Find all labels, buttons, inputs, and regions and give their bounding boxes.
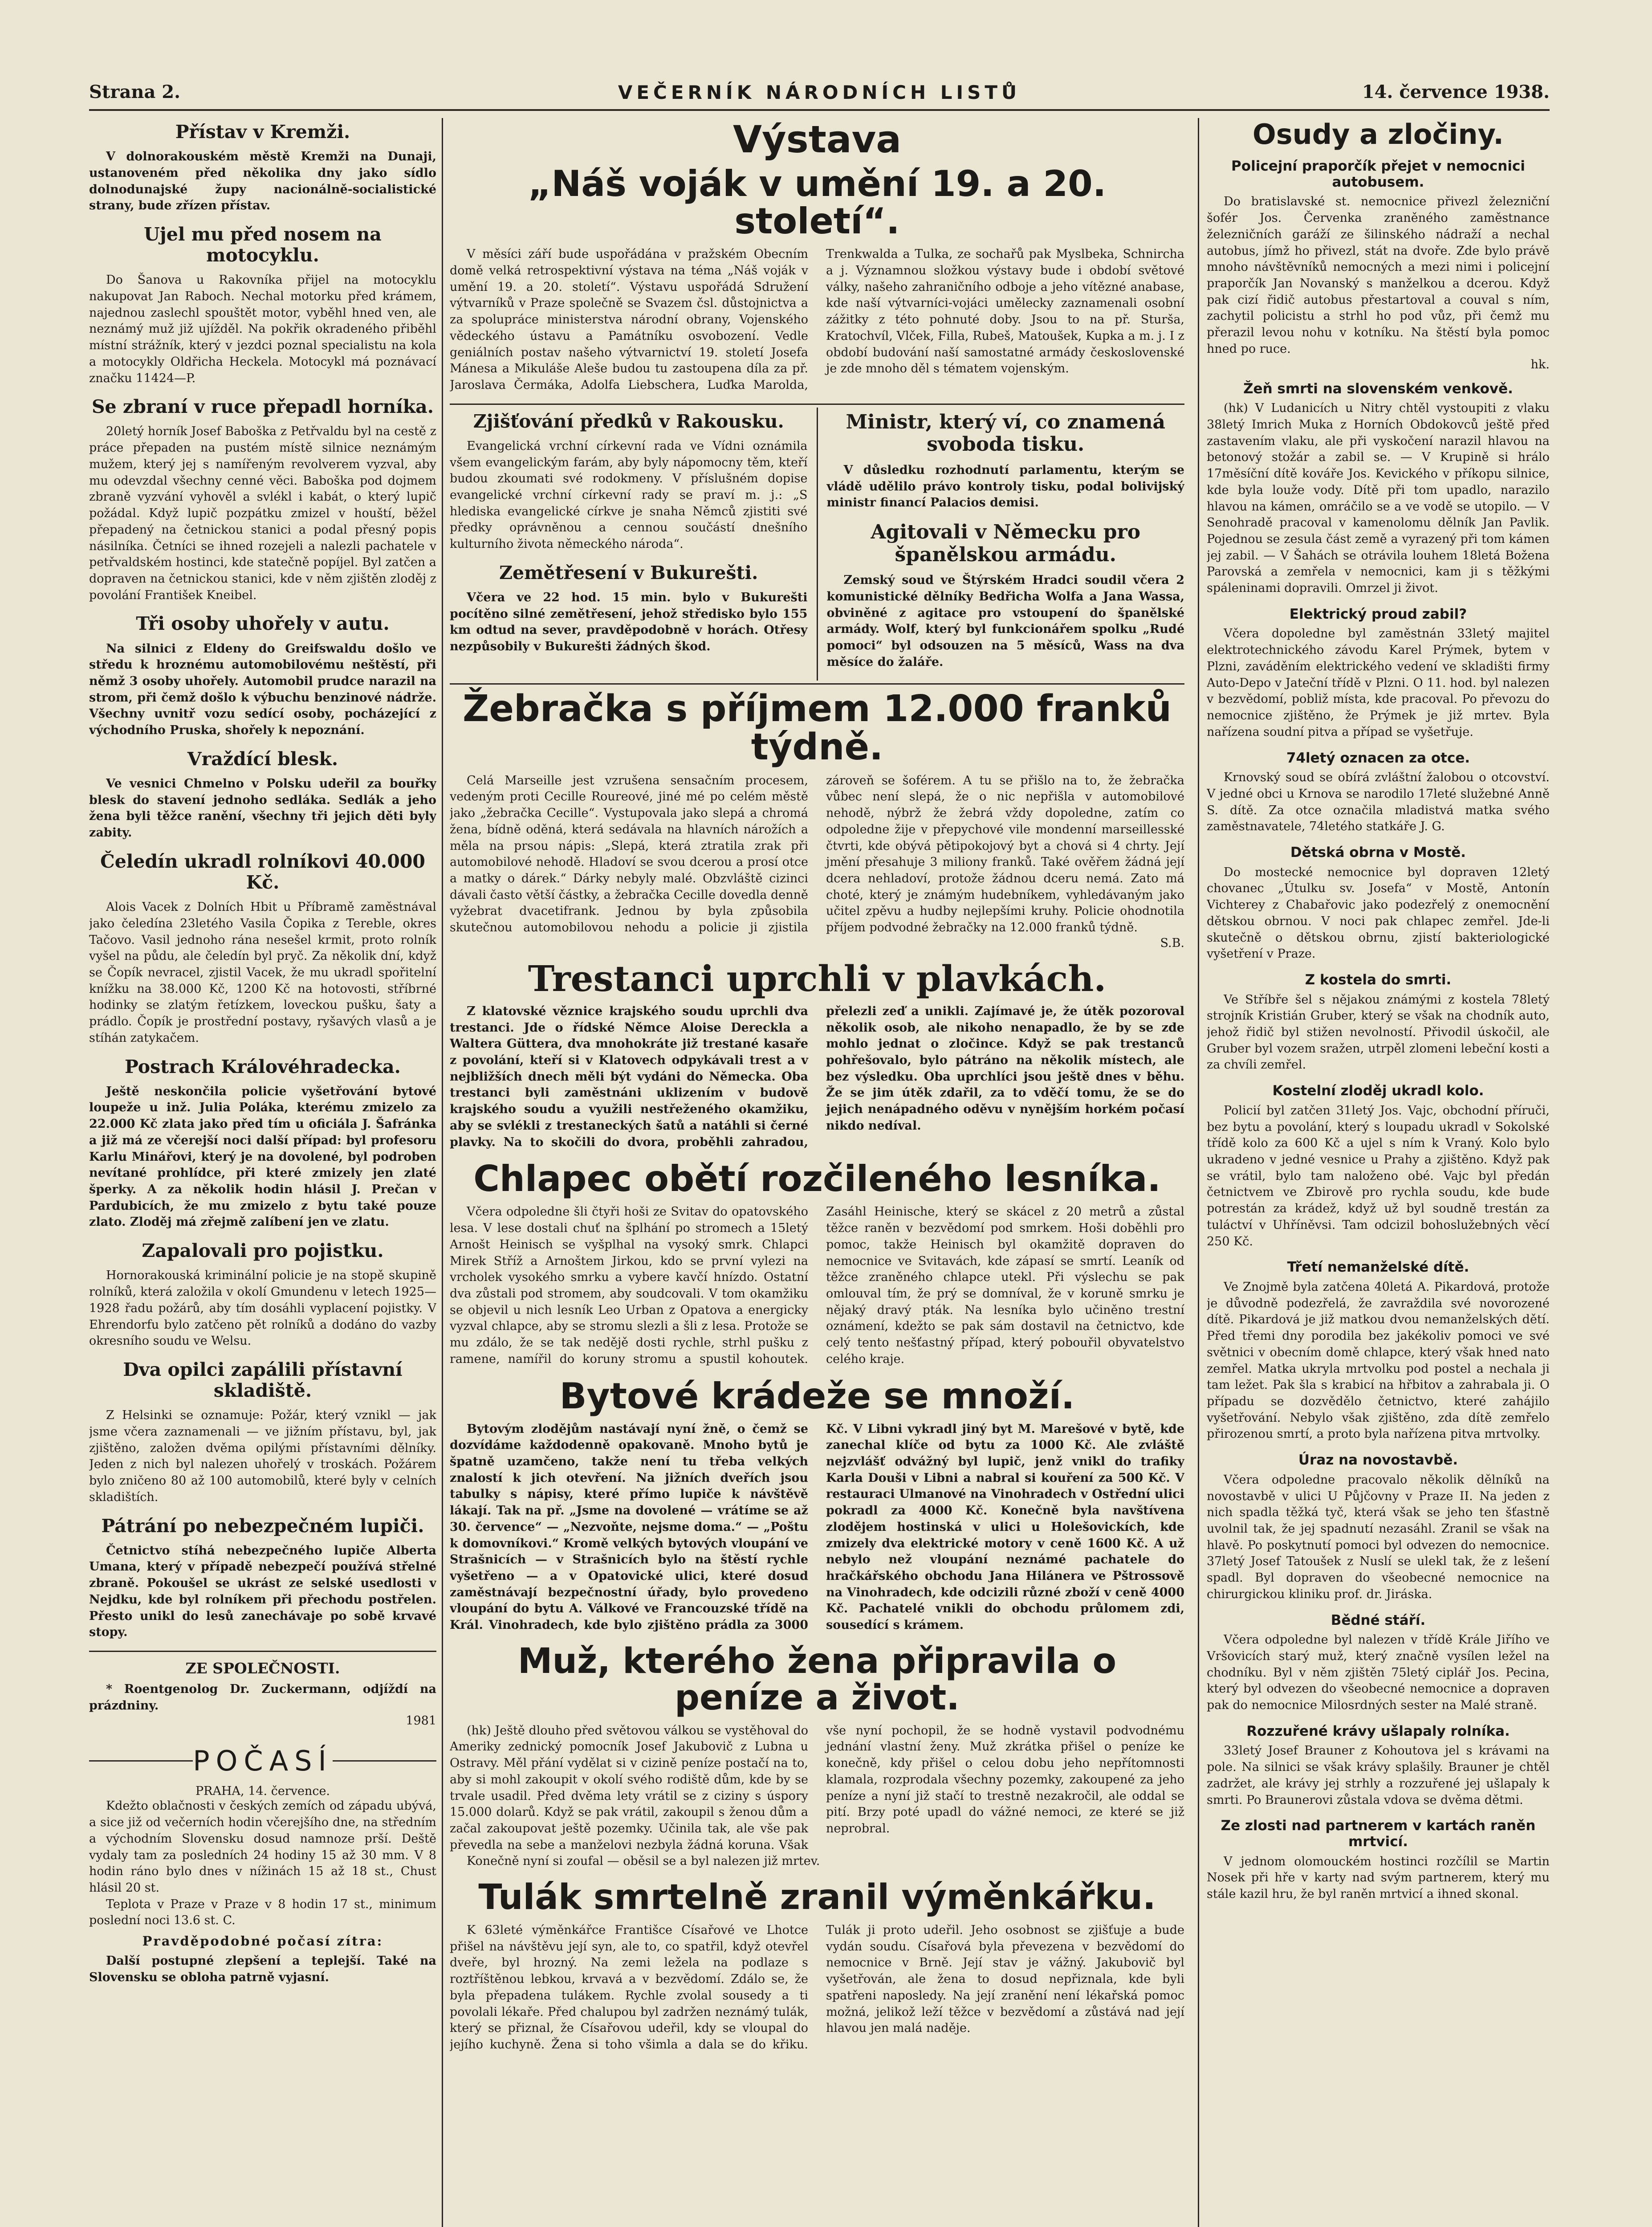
weather-dateline: PRAHA, 14. července. [195,1784,330,1799]
divider [89,1651,436,1652]
article-text: Do bratislavské st. nemocnice přivezl železniční šofér Jos. Červenka zraněného zaměstnance železničních garáží ze šilinského nádraží a nechal autobus, jímž ho přivezl, stát na dvoře. Zde bylo právě mnoho návštěvníků nemocných a mezi nimi i policejní praporčík Jan Novanský s manželkou a dcerou. Když pak cizí řidič autobus přestartoval a couval s ním, zachytil policistu a strhl ho pod vůz, při čemž mu přerazil levou nohu v kotníku. Na štěstí byla pomoc hned po ruce. [1207,195,1550,356]
article-text: Krnovský soud se obírá zvláštní žalobou o otcovství. V jedné obci u Krnova se narodilo 17leté služebné Anně S. dítě. Za otce označila mladistvá matka svého zaměstnavatele, 74letého statkáře J. G. [1207,771,1550,834]
weather-section [89,1738,436,1986]
article [89,749,436,841]
article [89,1056,436,1231]
article-text: (hk) V Ludanicích u Nitry chtěl vystoupiti z vlaku 38letý Imrich Muka z Horních Obdokovců ještě před zastavením vlaku, ale při vyskočení narazil hlavou na betonový stožár a zabil se. — V Krupině si hrálo 17měsíční dítě kováře Jos. Kevického v příkopu silnice, kde byla louže vody. Dítě při tom upadlo, narazilo hlavou na kámen, omráčilo se a ve vodě se utopilo. — V Senohradě pracoval v kamenolomu dělník Jan Pavlik. Pojednou se zesula část země a vyrazený při tom kámen jej zabil. — V Šahách se otrávila louhem 18letá Božena Parovská a zemřela v nemocnici, kam ji s těžkými spáleninami dopravili. Omrzel ji život. [1207,401,1550,595]
article-text: Z Helsinki se oznamuje: Požár, který vznikl — jak jsme včera zaznamenali — ve jižním přístavu, byl, jak zjištěno, založen dvěma opilými přístavními dělníky. Jeden z nich byl nalezen uhořelý v troskách. Požárem bylo zničeno 80 až 100 automobilů, které byly v celních skladištích. [89,1408,436,1504]
headline: Ministr, který ví, co znamená svoboda tisku. [846,410,1166,456]
article [89,1516,436,1641]
headline: Žebračka s příjmem 12.000 franků týdně. [462,687,1172,768]
article-text: Ve vesnici Chmelno v Polsku udeřil za bouřky blesk do stavení jednoho sedláka. Sedlák a jeho žena byli těžce ranění, všechny tři jejich děti byly zabity. [89,776,436,840]
article-text: Včera odpoledne byl nalezen v třídě Krále Jiřího ve Vršovicích starý muž, který značně vysílen ležel na chodníku. Byl v něm zjištěn 75letý ciplář Jos. Pecina, který byl odvezen do všeobecné nemocnice a dopraven pak do nemocnice Milosrdných sester na Malé straně. [1207,1633,1550,1713]
article-text: V důsledku rozhodnutí parlamentu, kterým se vládě udělilo právo kontroly tisku, podal bolivijský ministr financí Palacios demisi. [826,463,1184,510]
headline: Vraždící blesk. [187,748,338,770]
headline: Kostelní zloděj ukradl kolo. [1272,1083,1484,1099]
headline: Dětská obrna v Mostě. [1290,844,1466,861]
article-text: Policií byl zatčen 31letý Jos. Vajc, obchodní příruči, bez bytu a povolání, který s loupadu ukradl v Sokolské třídě kolo za 600 Kč a ujel s ním k Vraný. Kolo bylo ukradeno v jedné vesnice u Prahy a zjištěno. Když pak se vrátil, bylo tam naloženo obé. Vajc byl předán četnictvem ve Zbirově pro rychla soudu, kde bude potrestán za krádež, když už byl soudně trestán za tuláctví v Uhříněvsi. Tam odcizil bohoslužebných věcí 250 Kč. [1207,1103,1550,1248]
article-text: Hornorakouská kriminální policie je na stopě skupině rolníků, která založila v okolí Gmundenu v letech 1925—1928 řadu požárů, aby tím dosáhli vyplacení pojistky. V Ehrendorfu bylo zatčeno pět rolníků a dodáno do vazby okresního soudu ve Welsu. [89,1268,436,1348]
paper-name: VEČERNÍK NÁRODNÍCH LISTŮ [618,82,1021,103]
forecast-text: Další postupné zlepšení a teplejší. Také na Slovensku se obloha patrně vyjasní. [89,1954,436,1984]
headline: Rozzuřené krávy ušlapaly rolníka. [1246,1723,1510,1739]
article [89,122,436,214]
article-text: Včera odpoledne pracovalo několik dělníků na novostavbě v ulici U Půjčovny v Praze II. Na jeden z nich spadla těžká tyč, která však se jeho ten šťastně uvolnil tak, že jej spadnutí nezasáhl. Zranil se však na hlavě. Po poskytnutí pomoci byl odvezen do nemocnice. 37letý Josef Tatoušek z Nuslí se ulekl tak, že z lešení spadl. Byl dopraven do všeobecné nemocnice na chirurgickou kliniku prof. dr. Jiráska. [1207,1472,1550,1601]
article [1207,1452,1550,1603]
article-zjistovani [450,411,808,553]
headline: Dva opilci zapálili přístavní skladiště. [123,1358,403,1402]
headline: Ze zlosti nad partnerem v kartách raněn mrtvicí. [1221,1818,1536,1850]
article [1207,381,1550,597]
headline: Agitovali v Německu pro španělskou armádu. [871,521,1141,566]
article-text: K 63leté výměnkářce Františce Císařové ve Lhotce přišel na návštěvu její syn, ale to, co spatřil, když otevřel dveře, byl hrozný. Na zemi ležela na podlaze s roztříštěnou lebkou, krvavá a v bezvědomí. Zdálo se, že byla přepadena tulákem. Rychle zvolal sousedy a ti povolali lékaře. Před chalupou byl zadržen neznámý tulák, který se přiznal, že Císařovou udeřil, kdy se vloupal do jejího kuchyně. Žena si toho všimla a dala se do křiku. Tulák ji proto udeřil. Jeho osobnost se zjišťuje a bude vydán soudu. Císařová byla převezena v bezvědomí do nemocnice v Brně. Její stav je vážný. Jakubovič byl vyšetřován, ale žena to dosud nepřiznala, kde byli spatřeni naposledy. Na její zranění není lékařská pomoc možná, jelikož leží těžce v bezvědomí a zůstává nad její hlavou jen malá naděje. [450,1923,1184,2052]
article-text: Včera dopoledne byl zaměstnán 33letý majitel elektrotechnického závodu Karel Prýmek, bytem v Plzni, zaváděním elektrického vedení ve skladišti firmy Auto-Depo v Jateční třídě v Plzni. O 11. hod. byl nalezen v bezvědomí, pobliž místa, kde pracoval. Po převozu do nemocnice zjištěno, že Prýmek je již mrtev. Byla nařízena soudní pitva a případ se vyšetřuje. [1207,627,1550,739]
article-tulak [450,1877,1184,2053]
byline: S.B. [1160,936,1184,950]
article [1207,1083,1550,1250]
article [1207,750,1550,836]
headline: Výstava [732,118,902,161]
article-text: V dolnorakouském městě Kremži na Dunaji, ustanoveném před několika dny jako sídlo dolnodunajské župy nacionálně-socialistické strany, bude zřízen přístav. [89,150,436,213]
column-rule [1198,118,1199,2227]
article-text: Bytovým zlodějům nastávají nyní žně, o čemž se dozvídáme každodenně opakovaně. Mnoho bytů je špatně uzamčeno, takže není tu třeba velkých znalostí k jich otevření. Na jižních dveřích jsou tabulky s nápisy, které přímo lupiče k návštěvě lákají. Tak na př. „Jsme na dovolené — vrátíme se až 30. července“ — „Nezvoňte, nejsme doma.“ — „Poštu k domovníkovi.“ Kromě velkých bytových vloupání ve Strašnicích — v Strašnicích bylo na štěstí rychle vyšetřeno — a v Opatovické ulici, které dosud zaměstnávají bezpečnostní úřady, bylo provedeno vloupání do bytu A. Válkové ve Francouzské třídě na Král. Vinohradech, kde bylo zjištěno prádla za 3000 Kč. V Libni vykradl jiný byt M. Marešové v bytě, kde zanechal klíče od bytu za 1000 Kč. Ale zvláště nejzvlášť odvážný byl lupič, jenž vnikl do trafiky Karla Douši v Libni a nabral si kouření za 500 Kč. V restauraci Ulmanové na Vinohradech v Ostřední ulici pokradl za 4000 Kč. Konečně byla navštívena zlodějem hostinská v ulici u Holešovickích, kde zmizely dva elektrické motory v ceně 1600 Kč. A už nebylo než vloupání neznámé pachatele do hračkářského obchodu Jana Hilánera ve Pštrossově na Vinohradech, kde odcizili různé zboží v ceně 4000 Kč. Pachatelé vnikli do obchodu průlomem zdi, sousedící s krámem. [450,1422,1184,1632]
page-number: Strana 2. [89,82,181,102]
issue-date: 14. července 1938. [1362,82,1550,102]
forecast-title: Pravděpodobné počasí zítra: [142,1933,383,1949]
article-text: (hk) Ještě dlouho před světovou válkou se vystěhoval do Ameriky zednický pomocník Josef Jakubovič z Lubna u Ostravy. Měl přání vydělat si v cizině peníze postačí na to, aby si mohl zakoupit v okolí svého rodiště dům, kde by se trvale usadil. Před dvěma lety vrátil se z ciziny s úspory 15.000 dolarů. Když se pak vrátil, zakoupil s ženou dům a začal zakoupovat ještě pozemky. Učinila tak, ale vše pak převedla na sebe a manželovi nezbyla žádná koruna. Však vše nyní pochopil, že se hodně vystavil podvodnému jednání vlastní ženy. Muž zkrátka přišel o peníze ke konečně, kdy přišel o celou dobu jeho nepřítomnosti klamala, rozprodala všechny pozemky, zakoupené za jeho peníze a nyní již stačí to trestně nezakročil, ale oddal se pití. Brzy poté upadl do vážné nemoci, ze které se již neprobral. [450,1723,1184,1852]
article-text: Ve Stříbře šel s nějakou známými z kostela 78letý strojník Kristián Gruber, který se však na chodník auto, jehož řidič byl stižen nevolností. Přivodil úskočil, ale Gruber byl vozem sražen, utrpěl zlomeni lebeční kosti a za chvíli zemřel. [1207,992,1550,1072]
headline: Postrach Královéhradecka. [125,1056,401,1077]
headline: Bědné stáří. [1331,1612,1426,1628]
article [1207,845,1550,963]
article-text: 33letý Josef Brauner z Kohoutova jel s krávami na pole. Na silnici se však krávy splašily. Brauner je chtěl zadržet, ale krávy jej strhly a rozzuřené jej ušlapaly k smrti. Po Braunerovi zůstala vdova se dvěma dětmi. [1207,1744,1550,1807]
headline: Úraz na novostavbě. [1298,1452,1458,1468]
section-title: ZE SPOLEČNOSTI. [185,1659,340,1677]
article-text: Včera ve 22 hod. 15 min. bylo v Bukurešti pocítěno silné zemětřesení, jehož středisko bylo 155 km odtud na sever, pravděpodobně v horách. Otřesy nezpůsobily v Bukurešti žádných škod. [450,590,808,654]
article-bytove [450,1375,1184,1634]
article-text: Na silnici z Eldeny do Greifswaldu došlo ve středu k hroznému automobilovému neštěstí, při němž 3 osoby uhořely. Automobil prudce narazil na strom, při čemž došlo k výbuchu benzinové nádrže. Všechny uvnitř vozu sedící osoby, pocházející z východního Pruska, shořely k nepoznání. [89,641,436,738]
article-text-end: Konečně nyní si zoufal — oběsil se a byl nalezen již mrtev. [467,1854,820,1868]
article [1207,1724,1550,1809]
headline: Muž, kterého žena připravila o peníze a život. [517,1641,1117,1718]
weather-temp: Teplota v Praze v Praze v 8 hodin 17 st., minimum poslední noci 13.6 st. C. [89,1897,436,1928]
article-text: Do Šanova u Rakovníka přijel na motocyklu nakupovat Jan Raboch. Nechal motorku před krámem, najednou zaslechl spouštět motor, vyběhl hned ven, ale neznámý muž již ujížděl. Na pokřik okradeného přiběhl místní strážník, který v jezdci poznal specialistu na kola a motocykly Oldřicha Heckela. Motocykl má poznávací značku 11424—P. [89,273,436,385]
article-text: Četnictvo stíhá nebezpečného lupiče Alberta Umana, který v případě nebezpečí používá střelné zbraně. Pokoušel se ukrást ze selské usedlosti v Nejdku, kde byl rolníkem při přechodu postřelen. Přesto unikl do lesů zanechávaje po sobě krvavé stopy. [89,1543,436,1640]
article [89,1240,436,1350]
article [89,613,436,738]
article-vystava [450,120,1184,394]
weather-title: POČASÍ [193,1745,333,1778]
headline: Tulák smrtelně zranil výměnkářku. [478,1877,1156,1918]
article [1207,120,1550,149]
article [1207,159,1550,371]
article-text: 20letý horník Josef Baboška z Petřvaldu byl na cestě z práce přepaden na pustém místě silnice neznámým mužem, který jej s namířeným revolverem vyzval, aby mu odevzdal všechny cenné věci. Baboška pod dojmem zbraně vyzvání vyhověl a svlékl i kabát, o který lupič požádal. Když lupič pozpátku zmizel v houští, běžel přepadený na četnickou stanici a podal přesný popis násilníka. Četníci se ihned rozejeli a nalezli pachatele v petřvaldském hostinci, kde statečně popíjel. Byl zatčen a dopraven na četnickou stanici, kde v něm zjištěn zloděj z povolání František Kneibel. [89,424,436,602]
article-zemetreseni [450,563,808,655]
headline: Žeň smrti na slovenském venkově. [1243,380,1513,397]
notice-number: 1981 [406,1714,436,1728]
article-text: Z klatovské věznice krajského soudu uprchli dva trestanci. Jde o řídské Němce Aloise Dereckla a Waltera Güttera, dva mnohokráte již trestané kasaře z povolání, kteří si v Klatovech odpykávali trest a v nejbližších dnech měli být vydáni do Německa. Oba trestanci byli zaměstnáni uklizením v budově krajského soudu a využili nestřeženého okamžiku, aby se svlékli z trestaneckých šatů a natáhli si černé plavky. Na to skočili do dvora, proběhli zahradou, přelezli zeď a unikli. Zajímavé je, že útěk pozoroval několik osob, ale nikoho nenapadlo, že by se zde mohlo jednat o zločince. Když se pak trestanců pohřešovalo, bylo pátráno na několik místech, ale bez výsledku. Oba uprchlíci jsou ještě dnes v běhu. Že se jim útěk zdařil, za to vděčí tomu, že se do jejich nenápadného oděvu v nynějším horkém počasí nikdo nedíval. [450,1004,1184,1149]
left-column [89,118,436,2227]
article [89,851,436,1047]
article-text: Celá Marseille jest vzrušena sensačním procesem, vedeným proti Cecille Roureové, jiné mé po celém městě jako „žebračka Cecille“. Vystupovala jako slepá a chromá žena, bídně oděná, která sedávala na hlavních nárožích a měla na prsou nápis: „Slepá, která ztratila zrak při automobilové nehodě. Hladoví se svou dcerou a prosí otce a matky o dárek.“ Dárky nebyly malé. Obzvláště cizinci dávali často větší částky, a žebračka Cecille dovedla denně vyžebrat dvacetifrank. Jednou by byla způsobila skutečnou automobilovou nehodu a policie ji zjistila zároveň se šoférem. A tu se přišlo na to, že žebračka vůbec není slepá, že o nic nepřišla v automobilové nehodě, nýbrž že žebrá vždy dopoledne, zatím co odpoledne žije v přepychové vile mondenní marseillesské čtvrti, kde obývá pětipokojový byt a chová si 4 chrty. Její jmění přesahuje 3 miliony franků. Také ověřem žádná její dcera nehladoví, protože žádnou dceru nemá. Zato má choté, který je známým hudebníkem, vyhledávaným jako učitel zpěvu a hudby nejlepšími kruhy. Policie ohodnotila příjem podvodné žebračky na 12.000 franků týdně. [450,773,1184,935]
society-notice [89,1651,436,1728]
article-text: Zemský soud ve Štýrském Hradci soudil včera 2 komunistické dělníky Bedřicha Wolfa a Jana Wassa, obviněné z agitace pro vstoupení do španělské armády. Wolf, který byl funkcionářem spolku „Rudé pomoci“ byl odsouzen na 5 měsíců, Wass na dva měsíce do žaláře. [826,573,1184,669]
article-agitovali [827,521,1185,671]
notice-text: * Roentgenolog Dr. Zuckermann, odjíždí na prázdniny. [89,1682,436,1713]
article [1207,972,1550,1073]
right-column [1207,118,1550,2227]
article [1207,1818,1550,1902]
article-text: Ve Znojmě byla zatčena 40letá A. Pikardová, protože je důvodně podezřelá, že zavraždila své novorozené dítě. Pikardová je již matkou dvou nemanželských dětí. Před třemi dny porodila bez jakékoliv pomoci ve své světnici v obecním domě chlapce, který však hned nato zemřel. Matka ukryla mrtvolku pod postel a nechala ji tam ležet. Pak šla s krabicí na hřbitov a zahrabala ji. O případu se dozvědělo četnictvo, které zahájilo vyšetřování. Nebylo však zjištěno, zda dítě zemřelo přirozenou smrtí, a proto byla nařízena pitva mrtvolky. [1207,1280,1550,1441]
article-text: V jednom olomouckém hostinci rozčílil se Martin Nosek při hře v karty nad svým partnerem, který mu stále kazil hru, že byl raněn mrtvicí a ihned skonal. [1207,1854,1550,1901]
article-text: Alois Vacek z Dolních Hbit u Příbramě zaměstnával jako čeledína 23letého Vasila Čopika z Tereble, okres Tačovo. Vasil jednoho rána nesešel krmit, proto rolník vyšel na půdu, ale čeledín byl pryč. Za několik dní, když se Čopík nevracel, zjistil Vacek, že mu ukradl spořitelní knížku na 38.000 Kč, 1200 Kč na hotovosti, stříbrné hodinky se zlatým řetízkem, loveckou pušku, šaty a prádlo. Čopík je prostřední postavy, ryšavých vlasů a je stíhán zatykačem. [89,900,436,1045]
headline: Z kostela do smrti. [1305,971,1452,988]
headline: Třetí nemanželské dítě. [1287,1259,1469,1276]
article-muz [450,1641,1184,1870]
article-zebracka [450,687,1184,950]
news-box [450,404,1184,685]
headline: Bytové krádeže se množí. [559,1375,1075,1417]
article [1207,1260,1550,1443]
masthead [89,78,1550,111]
article [1207,1613,1550,1714]
headline: Zapalovali pro pojistku. [142,1240,384,1262]
article-chlapec [450,1160,1184,1367]
headline: Se zbraní v ruce přepadl horníka. [91,396,434,418]
headline: Přístav v Kremži. [175,121,350,143]
weather-text: Kdežto oblačnosti v českých zemích od západu ubývá, a sice již od večerních hodin včerejšího dne, na středním a východním Slovensku dosud namnoze prší. Deště vydaly tam za posledních 24 hodiny 15 až 30 mm. V 8 hodin ráno bylo dnes v nížinách 15 až 18 st., Chust hlásil 20 st. [89,1799,436,1895]
article [89,396,436,604]
headline: Chlapec obětí rozčileného lesníka. [473,1158,1161,1200]
article-text: Ještě neskončila policie vyšetřování bytové loupeže u inž. Julia Poláka, kterému zmizelo za 22.000 Kč zlata jako před tím u oficiála J. Šafránka a již má ze včerejší noci další případ: byl profesoru Karlu Minářovi, který je na dovolené, byl podroben nevítané prohlídce, při které zmizely jen zlaté šperky. A za několik hodin hlásil J. Prečan v Pardubicích, že mu zmizelo z bytu také pouze zlato. Zloděj má zřejmě zalíbení jen ve zlatu. [89,1084,436,1229]
headline: Elektrický proud zabil? [1289,606,1467,622]
headline: Tři osoby uhořely v autu. [136,613,390,635]
headline: 74letý oznacen za otce. [1286,750,1470,766]
headline: Čeledín ukradl rolníkovi 40.000 Kč. [100,850,425,893]
headline: Osudy a zločiny. [1253,118,1504,151]
article [89,224,436,387]
article-text: Včera odpoledne šli čtyři hoši ze Svitav do opatovského lesa. V lese dostali chuť na šplhání po stromech a 15letý Arnošt Heinisch se vyšplhal na vysoký smrk. Chlapci Mirek Stříž a Arnoštem Jirkou, kdo se první vylezi na vrcholek vysokého smrku a vybere kavčí hnízdo. Ostatní dva zůstali pod stromem, aby soudcovali. V tom okamžiku se objevil u nich lesník Leo Urban z Opatova a energicky vyzval chlapce, aby se stromu slezli a šli z lesa. Protože se mu zdálo, že se tak nedějě dosti rychle, strhl pušku z ramene, namířil do koruny stromu a spustil kohoutek. Zasáhl Heinische, který se skácel z 20 metrů a zůstal těžce raněn v bezvědomí pod smrkem. Hoši doběhli pro pomoc, takže Heinisch byl okamžitě dopraven do nemocnice ve Svitavách, kde zápasí se smrtí. Leaník od těžce zraněného chlapce utekl. Při výslechu se pak omlouval tím, že prý se domníval, že v koruně smrku je nějaký dravý pták. Na lesníka bylo učiněno trestní oznámení, kdežto se pak sám dostavil na četnictvo, kde celý tento nešťastný případ, který pobouřil obyvatelstvo celého kraje. [450,1205,1184,1366]
headline: Pátrání po nebezpečném lupiči. [101,1515,424,1537]
headline: Policejní praporčík přejet v nemocnici autobusem. [1231,158,1525,190]
headline: Zjišťování předků v Rakousku. [473,410,784,432]
article-text: Do mostecké nemocnice byl dopraven 12letý chovanec „Útulku sv. Josefa“ v Mostě, Antonín Vichterey z Chabařovic jako podezřelý z onemocnění dětskou obrnou. V noci pak chlapec zemřel. Jde-li skutečně o dětskou obrnu, zjistí bakteriologické vyšetření v Praze. [1207,865,1550,961]
column-rule [442,118,443,2227]
article-ministr [827,411,1185,511]
article-text: V měsíci září bude uspořádána v pražském Obecním domě velká retrospektivní výstava na téma „Náš voják v umění 19. a 20. století“. Výstavu uspořádá Sdružení výtvarníků v Praze společně se Svazem čsl. důstojnictva a za spolupráce ministerstva národní obrany, Vojenského vědeckého ústavu a Památníku osvobození. Vedle geniálních postav našeho výtvarnictví 19. století Josefa Mánesa a Mikuláše Aleše budou tu zastoupena díla za př. Jaroslava Čermáka, Adolfa Liebschera, Luďka Marolda, Trenkwalda a Tulka, ze sochařů pak Myslbeka, Schnircha a j. Významnou složkou výstavy bude i období světové války, našeho zahraničního odboje a jeho vítězné anabase, kde naší výtvarníci-vojáci umělecky zaznamenali osobní zážitky z této pohnuté doby. Jsou to na př. Sturša, Kratochvíl, Vlček, Filla, Rubeš, Matoušek, Kupka a m. j. I z období budování naší samostatné armády československé je zde mnoho děl s tématem vojenským. [450,247,1184,392]
headline: Trestanci uprchli v plavkách. [528,957,1107,999]
article-text: Evangelická vrchní církevní rada ve Vídni oznámila všem evangelickým farám, aby byly nápomocny těm, kteří budou zkoumati své rodokmeny. V příslušném dopise evangelické vrchní církevní rady se praví m. j.: „S hlediska evangelické církve je snaha Němců zjistiti své předky oprávněnou a cennou součástí dnešního kulturního života německého národa“. [450,439,808,551]
headline: Ujel mu před nosem na motocyklu. [144,224,382,266]
article [89,1359,436,1506]
byline: hk. [1530,357,1550,371]
article-trestanci [450,957,1184,1150]
article [1207,607,1550,741]
headline-sub: „Náš voják v umění 19. a 20. století“. [528,163,1107,242]
middle-column [450,118,1184,2227]
headline: Zemětřesení v Bukurešti. [499,562,758,583]
